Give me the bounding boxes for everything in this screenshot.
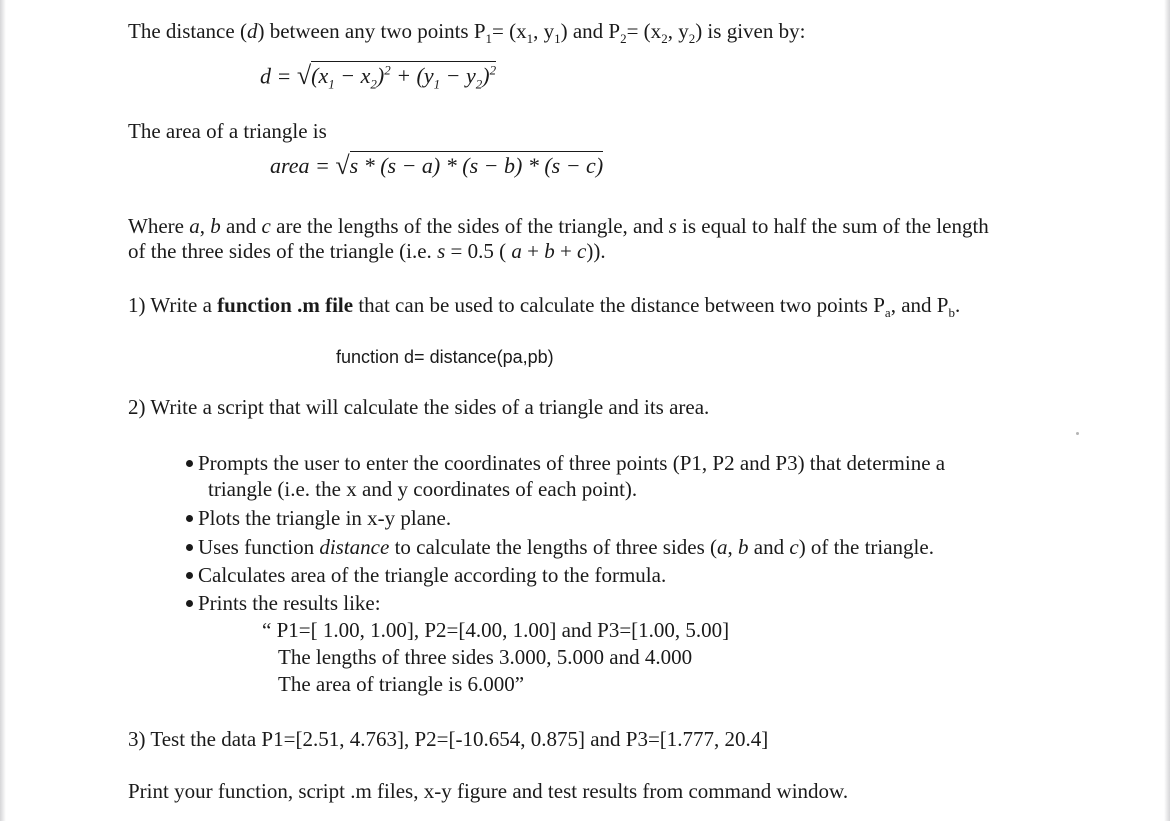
page-edge-left [0, 0, 6, 821]
example-output-line-3: The area of triangle is 6.000” [278, 672, 525, 696]
bullet-dot-1 [186, 460, 193, 467]
function-signature: function d= distance(pa,pb) [336, 347, 554, 367]
intro-line: The distance (d) between any two points $P_1= (x_1$, $y_1$) and $P_2= (x_2$, $y_2$) is given by: [128, 19, 806, 47]
page-edge-right [1164, 0, 1170, 821]
where-line-1: Where a, b and c are the lengths of the sides of the triangle, and s is equal to half the sum of the length [128, 214, 989, 238]
task-3: 3) Test the data P1=[2.51, 4.763], P2=[-10.654, 0.875] and P3=[1.777, 20.4] [128, 727, 769, 751]
bullet-dot-4 [186, 572, 193, 579]
example-output-line-2: The lengths of three sides 3.000, 5.000 and 4.000 [278, 645, 693, 669]
bullet-1-line-1: Prompts the user to enter the coordinates of three points (P1, P2 and P3) that determine a [198, 451, 946, 475]
scan-speck [1076, 432, 1079, 435]
area-intro: The area of a triangle is [128, 119, 327, 143]
example-output-line-1: “ P1=[ 1.00, 1.00], P2=[4.00, 1.00] and P3=[1.00, 5.00] [262, 618, 730, 642]
bullet-2: Plots the triangle in x-y plane. [198, 506, 452, 530]
task-1: 1) Write a function .m file that can be used to calculate the distance between two points $P_a$, and $P_b$. [128, 293, 961, 321]
closing-instruction: Print your function, script .m files, x-y figure and test results from command window. [128, 779, 849, 803]
bullet-1-line-2: triangle (i.e. the x and y coordinates of each point). [208, 477, 638, 501]
area-formula: area = √s * (s − a) * (s − b) * (s − c) [270, 151, 604, 180]
bullet-dot-5 [186, 600, 193, 607]
bullet-dot-2 [186, 515, 193, 522]
bullet-3: Uses function distance to calculate the lengths of three sides (a, b and c) of the triangle. [198, 535, 934, 559]
distance-formula: $d = √(x_1 - x_2)^2 + (y_1 - y_2)^2$ [260, 61, 497, 92]
where-line-2: of the three sides of the triangle (i.e. s = 0.5 ( a + b + c)). [128, 239, 606, 263]
bullet-5: Prints the results like: [198, 591, 381, 615]
task-2-title: 2) Write a script that will calculate the sides of a triangle and its area. [128, 395, 710, 419]
bullet-4: Calculates area of the triangle according to the formula. [198, 563, 667, 587]
bullet-dot-3 [186, 544, 193, 551]
